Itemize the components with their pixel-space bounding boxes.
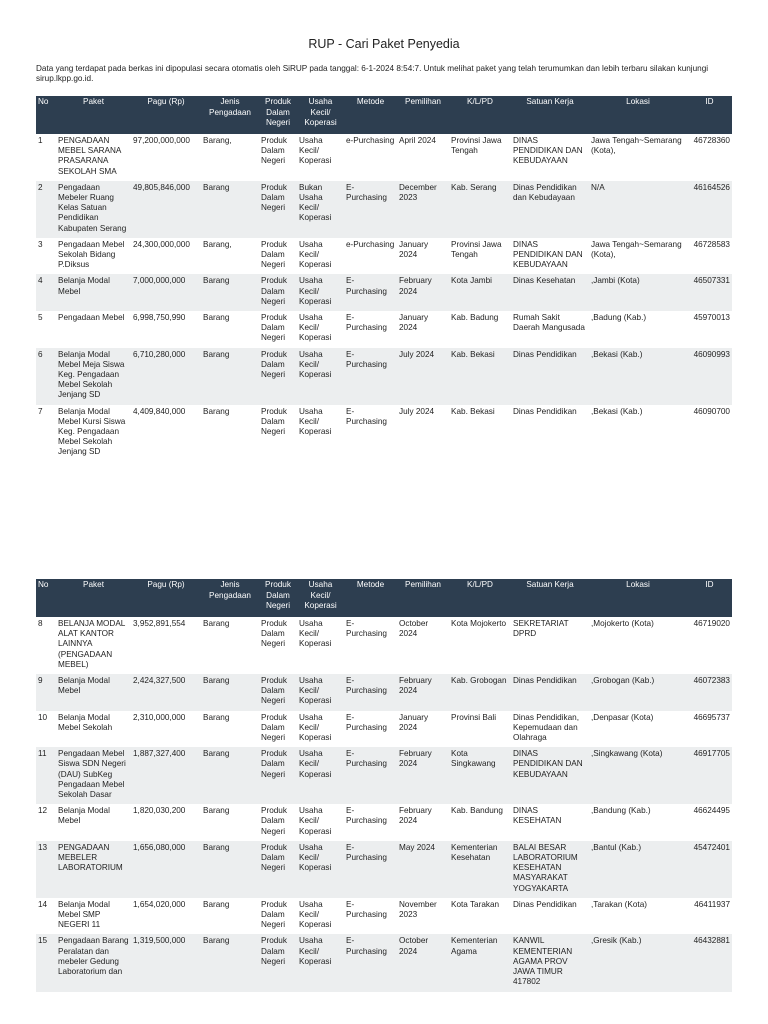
row-no: 9 (36, 674, 56, 711)
rup-table-2 (36, 579, 732, 992)
row-no: 3 (38, 239, 43, 249)
header-col-satuan: Satuan Kerja (511, 96, 589, 134)
row-no: 4 (36, 274, 56, 311)
pagu-value: 3,952,891,554 (133, 619, 186, 628)
lokasi: ,Denpasar (Kota) (591, 712, 654, 722)
paket-id: 46072383 (687, 674, 732, 711)
paket-name: Pengadaan Mebel Sekolah Bidang P.Diksus (58, 239, 125, 270)
table-row (36, 898, 732, 935)
pemilihan-date: December 2023 (397, 181, 449, 238)
satuan-kerja: DINAS PENDIDIKAN DAN KEBUDAYAAN (513, 239, 583, 270)
table-row (36, 841, 732, 898)
usaha-kecil: Usaha Kecil/ Koperasi (299, 712, 332, 743)
jenis-pengadaan: Barang (201, 841, 259, 898)
pemilihan-date: July 2024 (397, 348, 449, 405)
usaha-kecil: Bukan Usaha Kecil/ Koperasi (297, 181, 344, 238)
metode: E-Purchasing (344, 747, 397, 804)
usaha-kecil: Usaha Kecil/ Koperasi (299, 899, 332, 930)
intro-text: Data yang terdapat pada berkas ini dipopulasi secara otomatis oleh SiRUP pada tanggal: 6-1-2024 8:54:7. Untuk melihat paket yang telah terumumkan dan lebih terbaru silakan kunjungi sirup.lkpp.go.id. (36, 64, 709, 83)
metode: E-Purchasing (346, 899, 387, 920)
header-col-pagu: Pagu (Rp) (131, 96, 201, 134)
jenis-pengadaan: Barang (203, 899, 230, 909)
klpd: Kementerian Kesehatan (449, 841, 511, 898)
klpd: Kota Singkawang (449, 747, 511, 804)
paket-id: 46728583 (693, 239, 730, 249)
klpd: Kota Jambi (449, 274, 511, 311)
paket-id: 46728360 (693, 136, 730, 145)
pemilihan-date: January 2024 (399, 712, 429, 732)
paket-id: 46164526 (687, 181, 732, 238)
table-row (36, 804, 732, 841)
header-col-jenis: Jenis Pengadaan (201, 96, 259, 134)
header-col-no: No (36, 96, 56, 134)
metode: e-Purchasing (346, 239, 395, 249)
jenis-pengadaan: Barang (203, 619, 230, 628)
usaha-kecil: Usaha Kecil/ Koperasi (299, 239, 332, 270)
table-row (36, 348, 732, 405)
paket-id: 46090993 (687, 348, 732, 405)
usaha-kecil: Usaha Kecil/ Koperasi (299, 806, 332, 836)
header-col-id: ID (687, 96, 732, 134)
paket-name: Belanja Modal Mebel (56, 674, 131, 711)
table-body (36, 134, 732, 462)
paket-name: Belanja Modal Mebel Kursi Siswa Keg. Pengadaan Mebel Sekolah Jenjang SD (58, 406, 126, 457)
lokasi: Jawa Tengah~Semarang (Kota), (591, 239, 682, 260)
pagu-value: 49,805,846,000 (131, 181, 201, 238)
klpd: Kab. Bekasi (449, 348, 511, 405)
paket-name: Belanja Modal Mebel Meja Siswa Keg. Pengadaan Mebel Sekolah Jenjang SD (56, 348, 131, 405)
pemilihan-date: October 2024 (399, 619, 429, 639)
table-row (36, 711, 732, 748)
metode: E-Purchasing (344, 274, 397, 311)
metode: e-Purchasing (346, 136, 395, 145)
produk-dalam-negeri: Produk Dalam Negeri (261, 239, 287, 270)
pagu-value: 2,424,327,500 (131, 674, 201, 711)
table-row (36, 934, 732, 991)
paket-id: 46090700 (693, 406, 730, 416)
usaha-kecil: Usaha Kecil/ Koperasi (299, 313, 332, 343)
jenis-pengadaan: Barang, (203, 239, 232, 249)
produk-dalam-negeri: Produk Dalam Negeri (261, 806, 287, 836)
header-col-usaha: Usaha Kecil/ Koperasi (297, 579, 344, 617)
usaha-kecil: Usaha Kecil/ Koperasi (299, 619, 332, 649)
klpd: Kab. Grobogan (449, 674, 511, 711)
table-row (36, 181, 732, 238)
usaha-kecil: Usaha Kecil/ Koperasi (297, 841, 344, 898)
produk-dalam-negeri: Produk Dalam Negeri (259, 181, 297, 238)
lokasi: ,Grobogan (Kab.) (589, 674, 687, 711)
table-row (36, 311, 732, 348)
satuan-kerja: SEKRETARIAT DPRD (513, 619, 569, 639)
usaha-kecil: Usaha Kecil/ Koperasi (297, 934, 344, 991)
jenis-pengadaan: Barang (203, 313, 230, 323)
row-no: 1 (38, 136, 43, 145)
header-col-pemilihan: Pemilihan (397, 579, 449, 617)
table-row (36, 747, 732, 804)
paket-id: 46719020 (693, 619, 730, 628)
produk-dalam-negeri: Produk Dalam Negeri (261, 899, 287, 930)
klpd: Provinsi Jawa Tengah (451, 136, 502, 156)
table-header-row (36, 579, 732, 617)
header-col-metode: Metode (344, 579, 397, 617)
pagu-value: 1,887,327,400 (131, 747, 201, 804)
rup-table-1 (36, 96, 732, 462)
pagu-value: 1,319,500,000 (131, 934, 201, 991)
metode: E-Purchasing (346, 712, 387, 732)
klpd: Kota Tarakan (451, 899, 500, 909)
header-col-lokasi: Lokasi (589, 579, 687, 617)
lokasi: N/A (589, 181, 687, 238)
klpd: Provinsi Jawa Tengah (451, 239, 502, 260)
paket-name: Pengadaan Mebel Siswa SDN Negeri (DAU) SubKeg Pengadaan Mebel Sekolah Dasar (56, 747, 131, 804)
metode: E-Purchasing (344, 348, 397, 405)
usaha-kecil: Usaha Kecil/ Koperasi (297, 348, 344, 405)
klpd: Kementerian Agama (449, 934, 511, 991)
header-col-id: ID (687, 579, 732, 617)
klpd: Kab. Badung (451, 313, 499, 323)
header-col-klpd: K/L/PD (449, 579, 511, 617)
pagu-value: 24,300,000,000 (133, 239, 190, 249)
table-body (36, 617, 732, 992)
klpd: Kab. Serang (449, 181, 511, 238)
lokasi: ,Tarakan (Kota) (591, 899, 647, 909)
usaha-kecil: Usaha Kecil/ Koperasi (297, 747, 344, 804)
row-no: 6 (36, 348, 56, 405)
table-row (36, 617, 732, 674)
jenis-pengadaan: Barang (201, 181, 259, 238)
pemilihan-date: November 2023 (399, 899, 437, 920)
pagu-value: 4,409,840,000 (133, 406, 186, 416)
row-no: 10 (38, 712, 48, 722)
lokasi: ,Bekasi (Kab.) (591, 406, 643, 416)
row-no: 11 (36, 747, 56, 804)
table-header-row (36, 96, 732, 134)
jenis-pengadaan: Barang (201, 674, 259, 711)
pemilihan-date: May 2024 (397, 841, 449, 898)
produk-dalam-negeri: Produk Dalam Negeri (259, 747, 297, 804)
paket-name: BELANJA MODAL ALAT KANTOR LAINNYA (PENGADAAN MEBEL) (58, 619, 126, 669)
metode: E-Purchasing (346, 619, 387, 639)
produk-dalam-negeri: Produk Dalam Negeri (259, 934, 297, 991)
paket-id: 46507331 (687, 274, 732, 311)
paket-name: PENGADAAN MEBELER LABORATORIUM (56, 841, 131, 898)
satuan-kerja: Dinas Pendidikan (511, 674, 589, 711)
jenis-pengadaan: Barang (201, 747, 259, 804)
satuan-kerja: Rumah Sakit Daerah Mangusada (513, 313, 585, 333)
pagu-value: 1,654,020,000 (133, 899, 186, 909)
header-col-pemilihan: Pemilihan (397, 96, 449, 134)
produk-dalam-negeri: Produk Dalam Negeri (259, 274, 297, 311)
pagu-value: 6,710,280,000 (131, 348, 201, 405)
paket-name: Belanja Modal Mebel (58, 806, 110, 826)
pemilihan-date: February 2024 (397, 674, 449, 711)
metode: E-Purchasing (344, 934, 397, 991)
paket-name: PENGADAAN MEBEL SARANA PRASARANA SEKOLAH SMA (58, 136, 121, 176)
header-col-metode: Metode (344, 96, 397, 134)
usaha-kecil: Usaha Kecil/ Koperasi (299, 136, 332, 166)
satuan-kerja: KANWIL KEMENTERIAN AGAMA PROV JAWA TIMUR 417802 (511, 934, 589, 991)
produk-dalam-negeri: Produk Dalam Negeri (261, 619, 287, 649)
produk-dalam-negeri: Produk Dalam Negeri (261, 313, 287, 343)
lokasi: Jawa Tengah~Semarang (Kota), (591, 136, 682, 156)
metode: E-Purchasing (346, 806, 387, 826)
paket-id: 45970013 (693, 313, 730, 323)
pagu-value: 7,000,000,000 (131, 274, 201, 311)
jenis-pengadaan: Barang (201, 934, 259, 991)
satuan-kerja: Dinas Pendidikan (513, 406, 577, 416)
produk-dalam-negeri: Produk Dalam Negeri (261, 712, 287, 743)
paket-id: 46695737 (693, 712, 730, 722)
paket-name: Pengadaan Barang Peralatan dan mebeler Gedung Laboratorium dan (56, 934, 131, 991)
paket-id: 46411937 (694, 899, 730, 909)
jenis-pengadaan: Barang (203, 712, 230, 722)
produk-dalam-negeri: Produk Dalam Negeri (259, 348, 297, 405)
paket-name: Pengadaan Mebel (58, 313, 125, 323)
metode: E-Purchasing (344, 181, 397, 238)
paket-name: Belanja Modal Mebel Sekolah (58, 712, 113, 732)
table-row (36, 674, 732, 711)
pemilihan-date: April 2024 (399, 136, 436, 145)
lokasi: ,Bekasi (Kab.) (589, 348, 687, 405)
row-no: 15 (36, 934, 56, 991)
row-no: 2 (36, 181, 56, 238)
row-no: 7 (38, 406, 43, 416)
header-col-jenis: Jenis Pengadaan (201, 579, 259, 617)
paket-id: 46432881 (687, 934, 732, 991)
paket-name: Belanja Modal Mebel (56, 274, 131, 311)
satuan-kerja: DINAS KESEHATAN (513, 806, 562, 826)
paket-id: 46917705 (687, 747, 732, 804)
satuan-kerja: BALAI BESAR LABORATORIUM KESEHATAN MASYARAKAT YOGYAKARTA (511, 841, 589, 898)
paket-name: Pengadaan Mebeler Ruang Kelas Satuan Pendidikan Kabupaten Serang (56, 181, 131, 238)
row-no: 13 (36, 841, 56, 898)
jenis-pengadaan: Barang (203, 806, 230, 816)
pagu-value: 2,310,000,000 (133, 712, 186, 722)
paket-id: 46624495 (693, 806, 730, 816)
satuan-kerja: DINAS PENDIDIKAN DAN KEBUDAYAAN (511, 747, 589, 804)
row-no: 12 (38, 806, 48, 816)
satuan-kerja: Dinas Pendidikan (511, 348, 589, 405)
lokasi: ,Bantul (Kab.) (589, 841, 687, 898)
table-row (36, 238, 732, 275)
paket-name: Belanja Modal Mebel SMP NEGERI 11 (58, 899, 110, 930)
page-title: RUP - Cari Paket Penyedia (308, 37, 460, 51)
pemilihan-date: January 2024 (399, 239, 429, 260)
klpd: Kab. Bekasi (451, 406, 495, 416)
jenis-pengadaan: Barang, (203, 136, 232, 145)
produk-dalam-negeri: Produk Dalam Negeri (259, 841, 297, 898)
paket-id: 45472401 (687, 841, 732, 898)
header-col-produk: Produk Dalam Negeri (259, 96, 297, 134)
usaha-kecil: Usaha Kecil/ Koperasi (297, 274, 344, 311)
header-col-paket: Paket (56, 96, 131, 134)
lokasi: ,Jambi (Kota) (589, 274, 687, 311)
lokasi: ,Badung (Kab.) (591, 313, 647, 323)
lokasi: ,Mojokerto (Kota) (591, 619, 654, 628)
produk-dalam-negeri: Produk Dalam Negeri (261, 406, 287, 437)
header-col-produk: Produk Dalam Negeri (259, 579, 297, 617)
header-col-klpd: K/L/PD (449, 96, 511, 134)
header-col-pagu: Pagu (Rp) (131, 579, 201, 617)
header-col-paket: Paket (56, 579, 131, 617)
usaha-kecil: Usaha Kecil/ Koperasi (299, 406, 332, 437)
header-col-lokasi: Lokasi (589, 96, 687, 134)
usaha-kecil: Usaha Kecil/ Koperasi (297, 674, 344, 711)
pemilihan-date: January 2024 (399, 313, 429, 333)
row-no: 8 (38, 619, 43, 628)
jenis-pengadaan: Barang (201, 274, 259, 311)
satuan-kerja: Dinas Pendidikan (513, 899, 577, 909)
table-row (36, 405, 732, 462)
klpd: Kota Mojokerto (451, 619, 507, 628)
produk-dalam-negeri: Produk Dalam Negeri (259, 674, 297, 711)
satuan-kerja: Dinas Pendidikan, Kepemudaan dan Olahraga (513, 712, 579, 743)
table-row (36, 274, 732, 311)
pagu-value: 97,200,000,000 (133, 136, 190, 145)
pemilihan-date: February 2024 (397, 747, 449, 804)
header-col-usaha: Usaha Kecil/ Koperasi (297, 96, 344, 134)
lokasi: ,Bandung (Kab.) (591, 806, 651, 816)
row-no: 5 (38, 313, 43, 323)
jenis-pengadaan: Barang (203, 406, 230, 416)
pagu-value: 6,998,750,990 (133, 313, 186, 323)
pemilihan-date: February 2024 (399, 806, 432, 826)
pemilihan-date: July 2024 (399, 406, 435, 416)
table-row (36, 134, 732, 181)
header-col-no: No (36, 579, 56, 617)
satuan-kerja: Dinas Pendidikan dan Kebudayaan (511, 181, 589, 238)
metode: E-Purchasing (344, 674, 397, 711)
pagu-value: 1,656,080,000 (131, 841, 201, 898)
produk-dalam-negeri: Produk Dalam Negeri (261, 136, 287, 166)
jenis-pengadaan: Barang (201, 348, 259, 405)
klpd: Provinsi Bali (451, 712, 497, 722)
lokasi: ,Gresik (Kab.) (589, 934, 687, 991)
klpd: Kab. Bandung (451, 806, 503, 816)
header-col-satuan: Satuan Kerja (511, 579, 589, 617)
pemilihan-date: October 2024 (397, 934, 449, 991)
pemilihan-date: February 2024 (397, 274, 449, 311)
row-no: 14 (38, 899, 48, 909)
pagu-value: 1,820,030,200 (133, 806, 186, 816)
satuan-kerja: Dinas Kesehatan (511, 274, 589, 311)
metode: E-Purchasing (346, 406, 387, 426)
metode: E-Purchasing (344, 841, 397, 898)
metode: E-Purchasing (346, 313, 387, 333)
satuan-kerja: DINAS PENDIDIKAN DAN KEBUDAYAAN (513, 136, 583, 166)
lokasi: ,Singkawang (Kota) (589, 747, 687, 804)
